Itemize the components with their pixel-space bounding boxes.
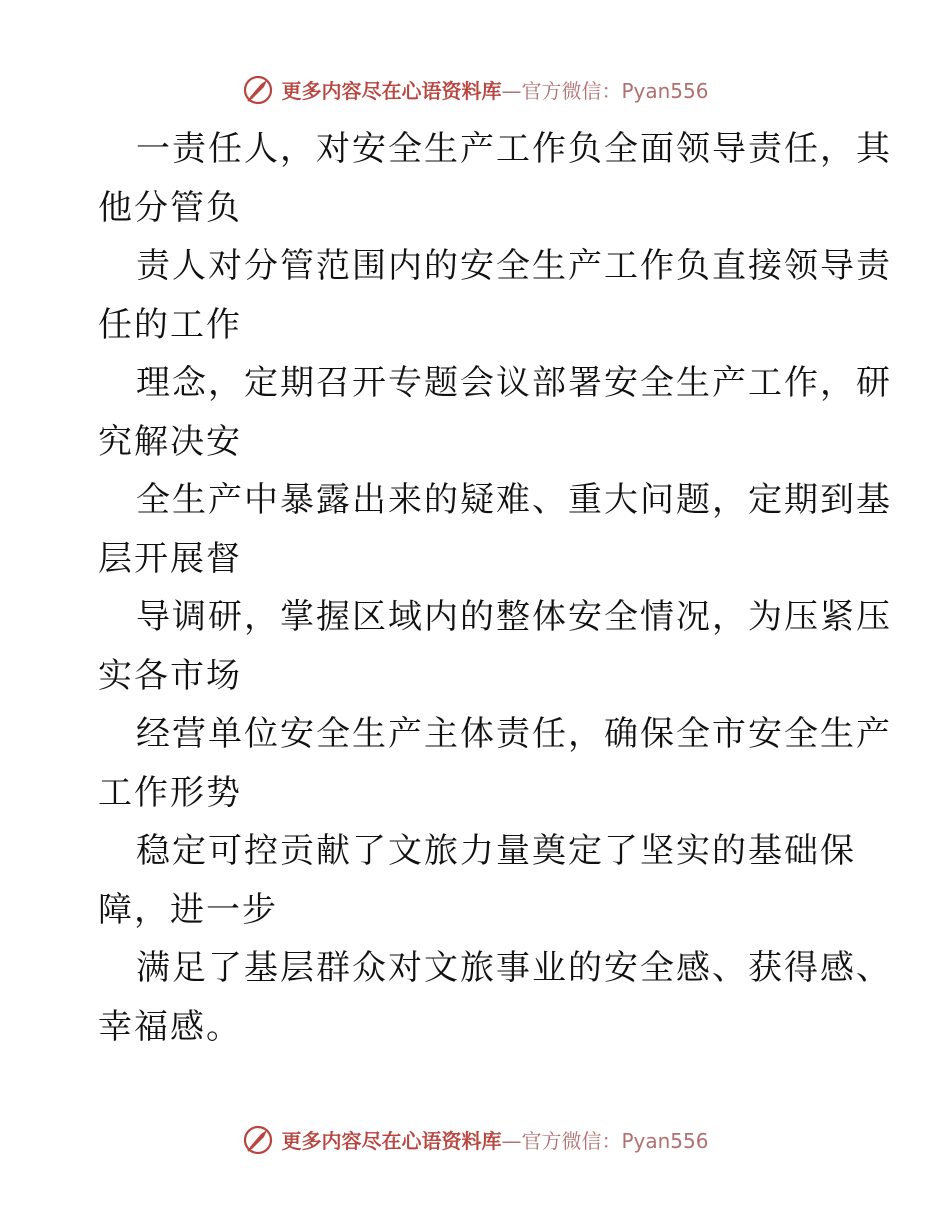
document-body: [98, 120, 892, 1056]
paragraph-line: 导调研，掌握区域内的整体安全情况，为压紧压: [136, 597, 892, 637]
paragraph-line: 全生产中暴露出来的疑难、重大问题，定期到基: [136, 480, 892, 520]
paragraph-line: 稳定可控贡献了文旅力量奠定了坚实的基础保: [136, 831, 856, 871]
paragraph-line: 任的工作: [98, 304, 242, 345]
footer-banner-main: 更多内容尽在心语资料库: [281, 1128, 502, 1153]
paragraph-line: 一责任人，对安全生产工作负全面领导责任，其: [136, 129, 892, 169]
pen-nib-logo-icon: [241, 1122, 275, 1156]
paragraph-line: 层开展督: [98, 538, 242, 579]
pen-nib-logo-icon: [241, 72, 275, 106]
paragraph-line: 障，进一步: [98, 889, 278, 930]
paragraph-line: 经营单位安全生产主体责任，确保全市安全生产: [136, 714, 892, 754]
paragraph-line: 满足了基层群众对文旅事业的安全感、获得感、: [136, 948, 892, 988]
header-banner-text: [281, 75, 708, 104]
paragraph-line: 工作形势: [98, 772, 242, 813]
header-banner-wechat: —官方微信：Pyan556: [501, 78, 709, 103]
paragraph-line: 他分管负: [98, 187, 242, 228]
footer-banner-text: [281, 1125, 708, 1154]
header-banner: [0, 72, 950, 106]
paragraph-line: 实各市场: [98, 655, 242, 696]
paragraph-line: 责人对分管范围内的安全生产工作负直接领导责: [136, 246, 892, 286]
paragraph-line: 究解决安: [98, 421, 242, 462]
header-banner-main: 更多内容尽在心语资料库: [281, 78, 502, 103]
paragraph-line: 幸福感。: [98, 1006, 242, 1047]
footer-banner-wechat: —官方微信：Pyan556: [501, 1128, 709, 1153]
paragraph-line: 理念，定期召开专题会议部署安全生产工作，研: [136, 363, 892, 403]
footer-banner: [0, 1122, 950, 1156]
